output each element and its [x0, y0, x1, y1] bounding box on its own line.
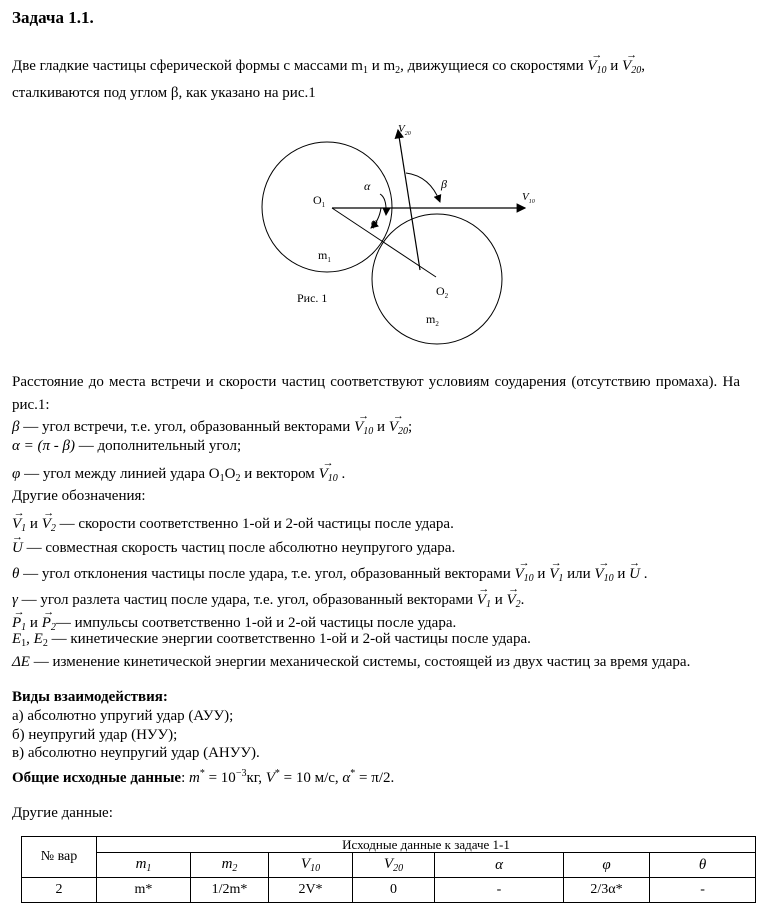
def-p: → $P_1$ $и \to P_2—$ импульсы соответственно 1-ой и 2-ой частицы после удара. — [12, 610, 456, 638]
def-v1-v2: → $V_1$ $и \to V_2$ — скорости соответственно 1-ой и 2-ой частицы после удара. — [12, 511, 454, 539]
def-gamma: γ — угол разлета частиц после удара, т.е. угол, образованный векторами → $V_1$ $и \to V_2$. — [12, 587, 524, 615]
label-phi: φ — [371, 215, 378, 229]
table-cell: 0 — [353, 878, 435, 903]
col-header: $m_2$ — [191, 853, 269, 878]
label-o1: $O_1$ — [313, 193, 326, 209]
interaction-a: а) абсолютно упругий удар (АУУ); — [12, 708, 234, 724]
label-m1: $m_1$ — [318, 248, 331, 264]
col-header: $V_{20}$ — [353, 853, 435, 878]
intro-sub: 2 — [395, 65, 401, 76]
def-delta-e: ΔE — изменение кинетической энергии механической системы, состоящей из двух частиц за время удара. — [12, 654, 691, 670]
table-cell: m* — [97, 878, 191, 903]
interaction-c: в) абсолютно неупругий удар (АНУУ). — [12, 745, 260, 761]
intro-text: и — [606, 58, 623, 74]
col-header: $m_1$ — [97, 853, 191, 878]
table-cell: - — [435, 878, 564, 903]
intro-text: , движущиеся со скоростями — [400, 58, 588, 74]
figure-caption: Рис. 1 — [297, 291, 328, 305]
label-m2: $m_2$ — [426, 312, 439, 328]
intro-text: и m — [367, 58, 396, 74]
def-theta: θ — угол отклонения частицы после удара, т.е. угол, образованный векторами → $V_{10}$ $и \to V_1$ или → $V_{10}$ и → U . — [12, 561, 647, 589]
label-beta: β — [441, 177, 447, 191]
table-cell: 2 — [22, 878, 97, 903]
col-header: α — [435, 853, 564, 878]
intro-paragraph — [12, 52, 740, 105]
intro-text: сталкиваются под углом β, как указано на рис.1 — [12, 85, 316, 101]
label-v10: $V_{10}$ — [522, 191, 535, 205]
alpha-arc — [380, 194, 386, 215]
label-o2: $O_2$ — [436, 284, 449, 300]
def-phi: φ — угол между линией удара $O_1O_2$ и вектором → $V_{10}$ . — [12, 461, 345, 489]
other-notations: Другие обозначения: — [12, 488, 146, 504]
other-data-label: Другие данные: — [12, 805, 113, 821]
label-v20: $V_{20}$ — [398, 123, 411, 137]
interaction-b: б) неупругий удар (НУУ); — [12, 727, 178, 743]
collision-figure — [250, 120, 550, 350]
conditions-paragraph: Расстояние до места встречи и скорости частиц соответствуют условиям соударения (отсутствию промаха). На рис.1: — [12, 374, 740, 413]
table-cell: - — [650, 878, 756, 903]
intro-text: , — [641, 58, 645, 74]
table-cell: 1/2m* — [191, 878, 269, 903]
common-data: Общие исходные данные: $m^* = 10^{-3}кг$, V* = 10 м/с, α* = π/2. — [12, 768, 395, 786]
beta-arc — [406, 173, 440, 202]
intro-text: Две гладкие частицы сферической формы с массами m — [12, 58, 363, 74]
table-row — [22, 878, 756, 903]
col-header: φ — [564, 853, 650, 878]
def-alpha: α = (π - β) — дополнительный угол; — [12, 438, 242, 454]
def-beta: β — угол встречи, т.е. угол, образованный векторами → $V_{10}$ $и \to V_{20}$; — [12, 414, 412, 442]
def-e: $E_1$, $E_2$ — кинетические энергии соответственно 1-ой и 2-ой частицы после удара. — [12, 631, 531, 649]
label-alpha: α — [364, 179, 371, 193]
col-header: $V_{10}$ — [269, 853, 353, 878]
table-cell: 2V* — [269, 878, 353, 903]
col-header: θ — [650, 853, 756, 878]
col-variant-header: № вар — [22, 837, 97, 878]
v20-line — [398, 130, 420, 270]
interactions-heading: Виды взаимодействия: — [12, 689, 168, 705]
vector-v20: → $V_{20}$ — [622, 52, 641, 82]
table-cell: 2/3α* — [564, 878, 650, 903]
vector-v10: → $V_{10}$ — [587, 52, 606, 82]
table-caption: Исходные данные к задаче 1-1 — [97, 837, 756, 853]
def-u: → U — совместная скорость частиц после абсолютно неупругого удара. — [12, 535, 455, 558]
impact-line — [332, 208, 436, 277]
problem-title: Задача 1.1. — [12, 8, 94, 27]
input-data-table — [21, 836, 756, 903]
intro-sub: 1 — [362, 65, 368, 76]
